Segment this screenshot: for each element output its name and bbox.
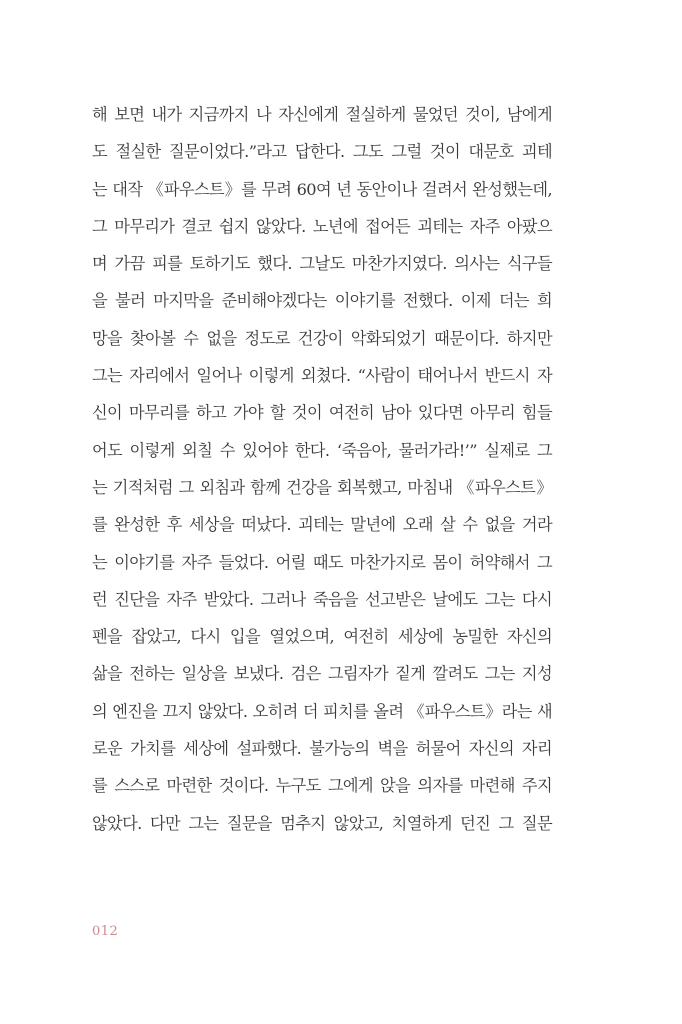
text-line-1: 해 보면 내가 지금까지 나 자신에게 절실하게 물었던 것이, 남에게 [92,105,552,124]
text-line-11: 는 기적처럼 그 외침과 함께 건강을 회복했고, 마침내 《파우스트》 [92,477,552,497]
text-line-3: 는 대작 《파우스트》를 무려 60여 년 동안이나 걸려서 완성했는데, [92,179,552,199]
text-line-16: 삶을 전하는 일상을 보냈다. 검은 그림자가 짙게 깔려도 그는 지성 [92,664,552,684]
text-line-18: 로운 가치를 세상에 설파했다. 불가능의 벽을 허물어 자신의 자리 [92,739,552,759]
text-line-17: 의 엔진을 끄지 않았다. 오히려 더 피치를 올려 《파우스트》라는 새 [92,701,552,721]
page-number: 012 [92,924,119,939]
text-line-5: 며 가끔 피를 토하기도 했다. 그날도 마찬가지였다. 의사는 식구들 [92,254,552,274]
text-line-7: 망을 찾아볼 수 없을 정도로 건강이 악화되었기 때문이다. 하지만 [92,328,552,348]
text-line-10: 어도 이렇게 외칠 수 있어야 한다. ‘죽음아, 물러가라!’” 실제로 그 [92,440,552,460]
text-line-2: 도 절실한 질문이었다.”라고 답한다. 그도 그럴 것이 대문호 괴테 [92,142,552,162]
text-line-20: 않았다. 다만 그는 질문을 멈추지 않았고, 치열하게 던진 그 질문 [92,813,552,833]
text-line-15: 펜을 잡았고, 다시 입을 열었으며, 여전히 세상에 농밀한 자신의 [92,627,552,647]
text-line-14: 런 진단을 자주 받았다. 그러나 죽음을 선고받은 날에도 그는 다시 [92,589,552,609]
text-line-19: 를 스스로 마련한 것이다. 누구도 그에게 앉을 의자를 마련해 주지 [92,776,552,796]
text-line-9: 신이 마무리를 하고 가야 할 것이 여전히 남아 있다면 아무리 힘들 [92,403,552,423]
text-line-12: 를 완성한 후 세상을 떠났다. 괴테는 말년에 오래 살 수 없을 거라 [92,515,552,535]
text-line-8: 그는 자리에서 일어나 이렇게 외쳤다. “사람이 태어나서 반드시 자 [92,366,552,386]
text-line-4: 그 마무리가 결코 쉽지 않았다. 노년에 접어든 괴테는 자주 아팠으 [92,216,552,236]
text-line-6: 을 불러 마지막을 준비해야겠다는 이야기를 전했다. 이제 더는 희 [92,291,552,311]
body-text [92,96,552,842]
text-line-13: 는 이야기를 자주 들었다. 어릴 때도 마찬가지로 몸이 허약해서 그 [92,552,552,572]
